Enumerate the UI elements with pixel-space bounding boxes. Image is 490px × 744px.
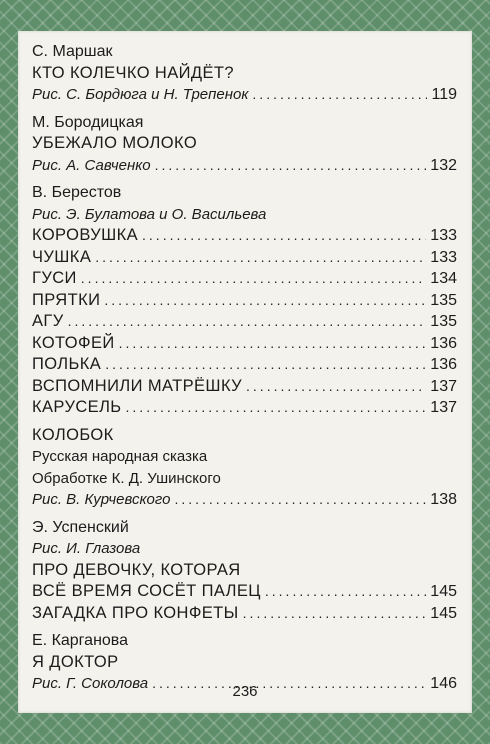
toc-title: ПРО ДЕВОЧКУ, КОТОРАЯ — [32, 560, 241, 579]
toc-author: М. Бородицкая — [32, 113, 144, 131]
table-of-contents — [32, 41, 457, 695]
toc-entry: АГУ ..... 135 — [32, 311, 457, 333]
toc-subtitle: Русская народная сказка — [32, 448, 208, 465]
page-number: 236 — [232, 683, 258, 700]
toc-author: С. Маршак — [32, 43, 113, 60]
toc-entry: ПРЯТКИ ..... 135 — [32, 290, 457, 312]
toc-entry: КОТОФЕЙ ..... 136 — [32, 333, 457, 355]
toc-entry: КОРОВУШКА ..... 133 — [32, 225, 457, 247]
toc-entry: ВСЁ ВРЕМЯ СОСЁТ ПАЛЕЦ ..... 145 — [32, 581, 457, 603]
toc-author: В. Берестов — [32, 184, 122, 201]
toc-title: Я ДОКТОР — [32, 652, 119, 671]
toc-author: Е. Карганова — [32, 632, 129, 649]
book-page — [18, 31, 472, 713]
toc-author: Э. Успенский — [32, 518, 129, 536]
toc-entry: КАРУСЕЛЬ ..... 137 — [32, 397, 457, 419]
toc-subtitle: Обработке К. Д. Ушинского — [32, 469, 221, 487]
toc-title: УБЕЖАЛО МОЛОКО — [32, 134, 198, 152]
toc-illustrator: Рис. В. Курчевского ..... 138 — [32, 489, 457, 511]
toc-illustrator: Рис. С. Бордюга и Н. Трепенок ..... 119 — [32, 84, 457, 106]
toc-entry: ВСПОМНИЛИ МАТРЁШКУ ..... 137 — [32, 376, 457, 398]
toc-illustrator: Рис. Э. Булатова и О. Васильева — [32, 205, 267, 223]
toc-title: КТО КОЛЕЧКО НАЙДЁТ? — [32, 63, 234, 82]
toc-title: КОЛОБОК — [32, 425, 114, 444]
toc-entry: ЧУШКА ..... 133 — [32, 247, 457, 269]
toc-entry: ЗАГАДКА ПРО КОНФЕТЫ ..... 145 — [32, 603, 457, 625]
toc-entry: ПОЛЬКА ..... 136 — [32, 354, 457, 376]
toc-illustrator: Рис. И. Глазова — [32, 540, 141, 557]
toc-illustrator: Рис. Г. Соколова ..... 146 — [32, 673, 457, 695]
toc-entry: ГУСИ ..... 134 — [32, 268, 457, 290]
toc-illustrator: Рис. А. Савченко ..... 132 — [32, 155, 457, 177]
